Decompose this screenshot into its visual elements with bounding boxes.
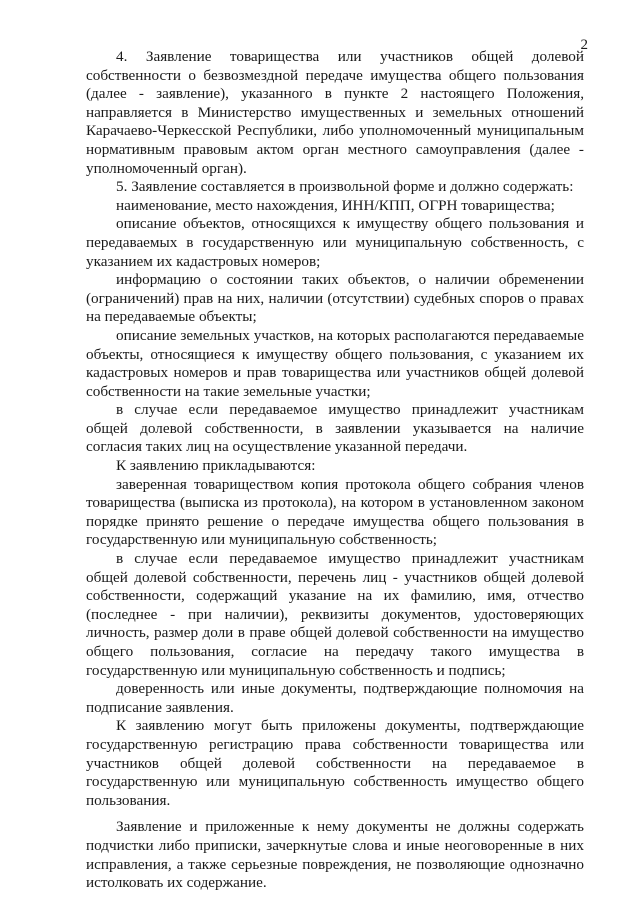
list-item-shared-ownership-consent: в случае если передаваемое имущество принадлежит участникам общей долевой собственности, в заявлении указывается на наличие согласия таких лиц на осуществление указанной передачи. [86, 401, 584, 456]
list-item-objects-description: описание объектов, относящихся к имуществу общего пользования и передаваемых в государственную или муниципальную собственность, с указанием их кадастровых номеров; [86, 215, 584, 270]
list-item-protocol-copy: заверенная товариществом копия протокола общего собрания членов товарищества (выписка из протокола), на котором в установленном законом порядке принято решение о передаче имущества общего пользования в государственную или муниципальную собственность; [86, 475, 584, 549]
paragraph-5-application-form: 5. Заявление составляется в произвольной форме и должно содержать: [116, 178, 574, 196]
paragraph-document-requirements: Заявление и приложенные к нему документы не должны содержать подчистки либо приписки, зачеркнутые слова и иные неоговоренные в них исправления, а также серьезные повреждения, не позволяющие однозначно истолковать их содержание. [86, 818, 584, 892]
page-number: 2 [580, 37, 588, 53]
document-body [86, 48, 584, 893]
paragraph-4-application: 4. Заявление товарищества или участников общей долевой собственности о безвозмездной передаче имущества общего пользования (далее - заявление), указанного в пункте 2 настоящего Положения, направляется в Министерство имущественных и земельных отношений Карачаево-Черкесской Республики, либо уполномоченный муниципальным нормативным правовым актом орган местного самоуправления (далее - уполномоченный орган). [86, 48, 584, 177]
list-item-name-location: наименование, место нахождения, ИНН/КПП, ОГРН товарищества; [116, 196, 555, 214]
list-item-land-plots: описание земельных участков, на которых располагаются передаваемые объекты, относящиеся к имуществу общего пользования, с указанием их кадастровых номеров и прав товарищества или участников общей долевой собственности на такие земельные участки; [86, 326, 584, 400]
list-item-participants-list: в случае если передаваемое имущество принадлежит участникам общей долевой собственности, перечень лиц - участников общей долевой собственности, содержащий указание на их фамилию, имя, отчество (последнее - при наличии), реквизиты документов, удостоверяющих личность, размер доли в праве общей долевой собственности на имущество общего пользования, согласие на передачу такого имущества в государственную или муниципальную собственность и подпись; [86, 550, 584, 679]
list-item-power-of-attorney: доверенность или иные документы, подтверждающие полномочия на подписание заявления. [86, 680, 584, 716]
attachments-heading: К заявлению прикладываются: [116, 457, 316, 475]
paragraph-optional-documents: К заявлению могут быть приложены документы, подтверждающие государственную регистрацию права собственности товарищества или участников общей долевой собственности на передаваемое в государственную или муниципальную собственность имущество общего пользования. [86, 717, 584, 809]
list-item-objects-state: информацию о состоянии таких объектов, о наличии обременении (ограничений) прав на них, наличии (отсутствии) судебных споров о правах на передаваемые объекты; [86, 271, 584, 326]
